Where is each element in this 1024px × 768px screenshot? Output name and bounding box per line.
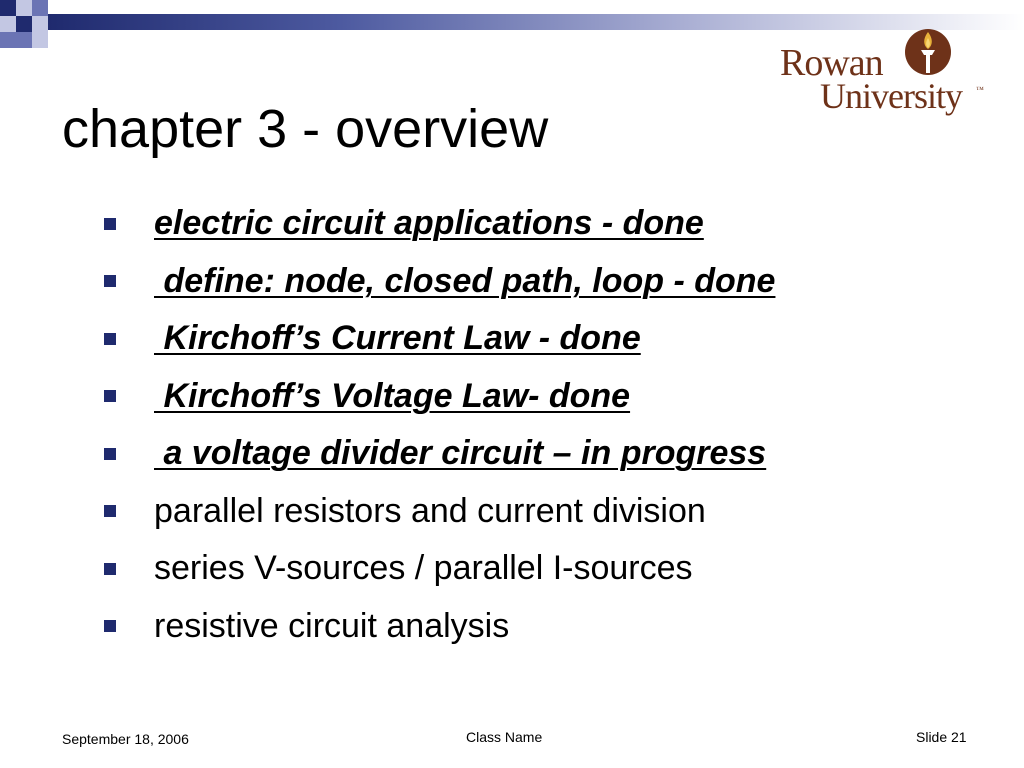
bullet-item: [104, 253, 994, 311]
bullet-list: [104, 195, 994, 655]
decor-square: [0, 0, 16, 16]
bullet-item: [104, 310, 994, 368]
bullet-text: define: node, closed path, loop - done: [154, 261, 776, 300]
bullet-square-icon: [104, 275, 116, 287]
bullet-square-icon: [104, 505, 116, 517]
bullet-text: electric circuit applications - done: [154, 204, 704, 243]
bullet-square-icon: [104, 563, 116, 575]
bullet-square-icon: [104, 448, 116, 460]
decor-square: [16, 0, 32, 16]
bullet-text: resistive circuit analysis: [154, 606, 510, 645]
decor-square: [0, 16, 16, 32]
bullet-square-icon: [104, 218, 116, 230]
decor-square: [32, 0, 48, 16]
footer-date: September 18, 2006: [62, 731, 189, 747]
bullet-item: [104, 368, 994, 426]
bullet-square-icon: [104, 333, 116, 345]
university-logo: [778, 20, 998, 120]
bullet-text: series V-sources / parallel I-sources: [154, 549, 693, 588]
bullet-item: [104, 598, 994, 656]
logo-line2: University: [820, 76, 962, 116]
bullet-square-icon: [104, 620, 116, 632]
bullet-text: a voltage divider circuit – in progress: [154, 434, 767, 473]
footer-slide-number: Slide 21: [916, 729, 967, 745]
torch-icon: [904, 22, 952, 82]
bullet-text: Kirchoff’s Current Law - done: [154, 319, 641, 358]
decor-square: [32, 32, 48, 48]
footer-class-name: Class Name: [466, 729, 543, 745]
bullet-item: [104, 195, 994, 253]
decor-square: [32, 16, 48, 32]
bullet-item: [104, 425, 994, 483]
slide-title: chapter 3 - overview: [62, 99, 549, 159]
logo-line1: Rowan: [780, 42, 883, 84]
bullet-item: [104, 483, 994, 541]
logo-trademark: ™: [976, 85, 984, 94]
bullet-text: Kirchoff’s Voltage Law- done: [154, 376, 631, 415]
bullet-square-icon: [104, 390, 116, 402]
decor-square: [16, 32, 32, 48]
decor-square: [16, 16, 32, 32]
bullet-text: parallel resistors and current division: [154, 491, 706, 530]
decor-square: [0, 32, 16, 48]
bullet-item: [104, 540, 994, 598]
